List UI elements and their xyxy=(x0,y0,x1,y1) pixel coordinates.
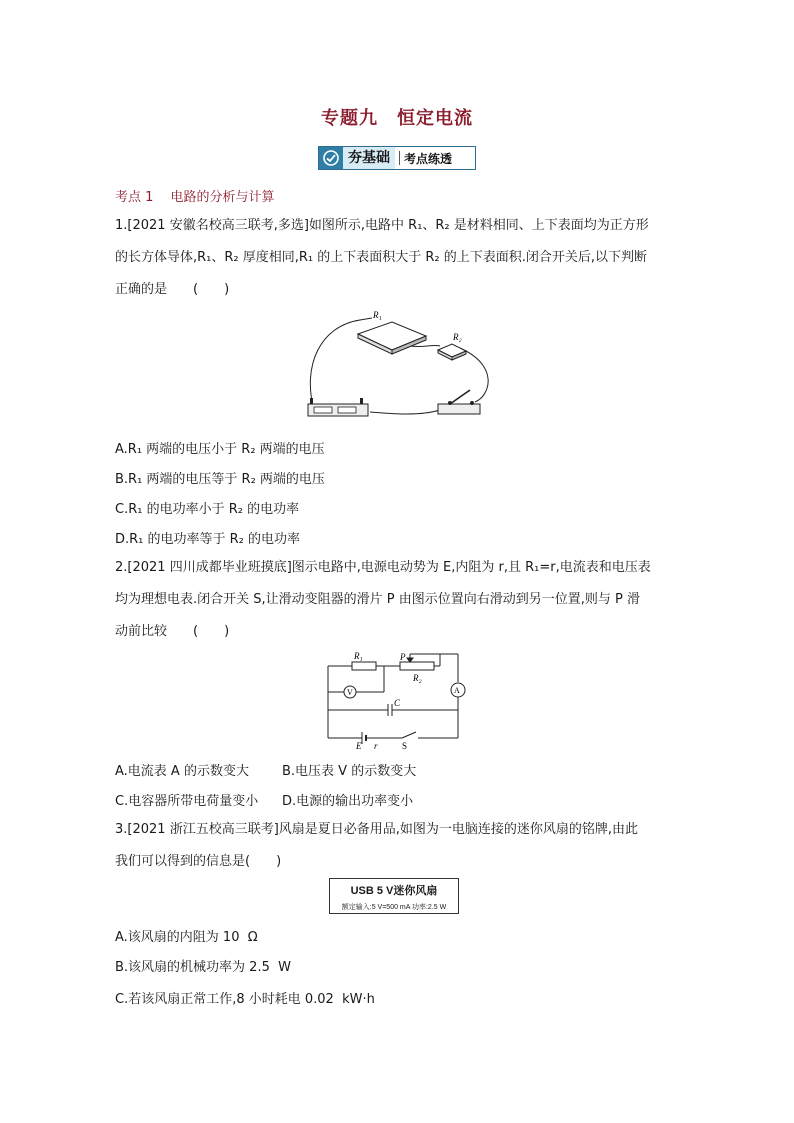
banner-main-label: 夯基础 xyxy=(343,147,395,169)
q2-stem-line1: 2.[2021 四川成都毕业班摸底]图示电路中,电源电动势为 E,内阻为 r,且 R₁=r,电流表和电压表 xyxy=(115,560,651,575)
banner-sub-label: 考点练透 xyxy=(404,151,453,166)
q1-stem-line1: 1.[2021 安徽名校高三联考,多选]如图所示,电路中 R₁、R₂ 是材料相同、上下表面均为正方形 xyxy=(115,218,649,233)
section-heading: 考点 1 电路的分析与计算 xyxy=(115,190,275,205)
q2-stem-line3: 动前比较 ( ) xyxy=(115,624,230,639)
capacitor-label: C xyxy=(394,698,401,708)
emf-label: E xyxy=(356,741,362,750)
section-banner xyxy=(318,146,476,170)
q3-option-b: B.该风扇的机械功率为 2.5 W xyxy=(115,960,291,975)
q2-stem-line2: 均为理想电表.闭合开关 S,让滑动变阻器的滑片 P 由图示位置向右滑动到另一位置,则与 P 滑 xyxy=(115,592,640,607)
q2-circuit-figure xyxy=(320,648,470,750)
voltmeter-label: V xyxy=(347,688,353,697)
nameplate-spec: 额定输入:5 V=500 mA 功率:2.5 W xyxy=(341,904,447,911)
ammeter-label: A xyxy=(454,686,460,695)
q2-r1-label: R₁ xyxy=(354,651,363,661)
q2-option-a: A.电流表 A 的示数变大 xyxy=(115,764,249,779)
r2-conductor xyxy=(438,344,466,360)
switch-label: S xyxy=(402,741,408,750)
r2-label: R₂ xyxy=(453,332,462,342)
q1-option-a: A.R₁ 两端的电压小于 R₂ 两端的电压 xyxy=(115,442,325,457)
r2-rheostat xyxy=(400,662,434,670)
q2-option-b: B.电压表 V 的示数变大 xyxy=(282,764,417,779)
q1-stem-line2: 的长方体导体,R₁、R₂ 厚度相同,R₁ 的上下表面积大于 R₂ 的上下表面积.闭合开关后,以下判断 xyxy=(115,250,648,265)
r1-conductor xyxy=(358,322,426,354)
q1-circuit-figure xyxy=(300,306,495,422)
nameplate-title: USB 5 V迷你风扇 xyxy=(350,885,438,897)
q2-p-label: P xyxy=(400,652,406,662)
q3-stem-line2: 我们可以得到的信息是( ) xyxy=(115,854,282,869)
r1-label: R₁ xyxy=(373,310,382,320)
q1-option-d: D.R₁ 的电功率等于 R₂ 的电功率 xyxy=(115,532,301,547)
check-badge-icon xyxy=(319,147,343,169)
q1-option-c: C.R₁ 的电功率小于 R₂ 的电功率 xyxy=(115,502,300,517)
q3-option-a: A.该风扇的内阻为 10 Ω xyxy=(115,930,258,945)
q2-option-d: D.电源的输出功率变小 xyxy=(282,794,414,809)
r1-resistor xyxy=(352,662,376,670)
fan-nameplate xyxy=(329,878,459,914)
q2-option-c: C.电容器所带电荷量变小 xyxy=(115,794,259,809)
q2-r2-label: R₂ xyxy=(413,673,422,683)
q3-option-c: C.若该风扇正常工作,8 小时耗电 0.02 kW·h xyxy=(115,992,375,1007)
page-title: 专题九 恒定电流 xyxy=(321,108,473,129)
knife-switch xyxy=(438,390,480,414)
q3-stem-line1: 3.[2021 浙江五校高三联考]风扇是夏日必备用品,如图为一电脑连接的迷你风扇的铭牌,由此 xyxy=(115,822,639,837)
q1-stem-line3: 正确的是 ( ) xyxy=(115,282,230,297)
battery-holder xyxy=(308,398,368,416)
q1-option-b: B.R₁ 两端的电压等于 R₂ 两端的电压 xyxy=(115,472,325,487)
banner-divider xyxy=(399,151,400,165)
internal-r-label: r xyxy=(374,741,378,750)
